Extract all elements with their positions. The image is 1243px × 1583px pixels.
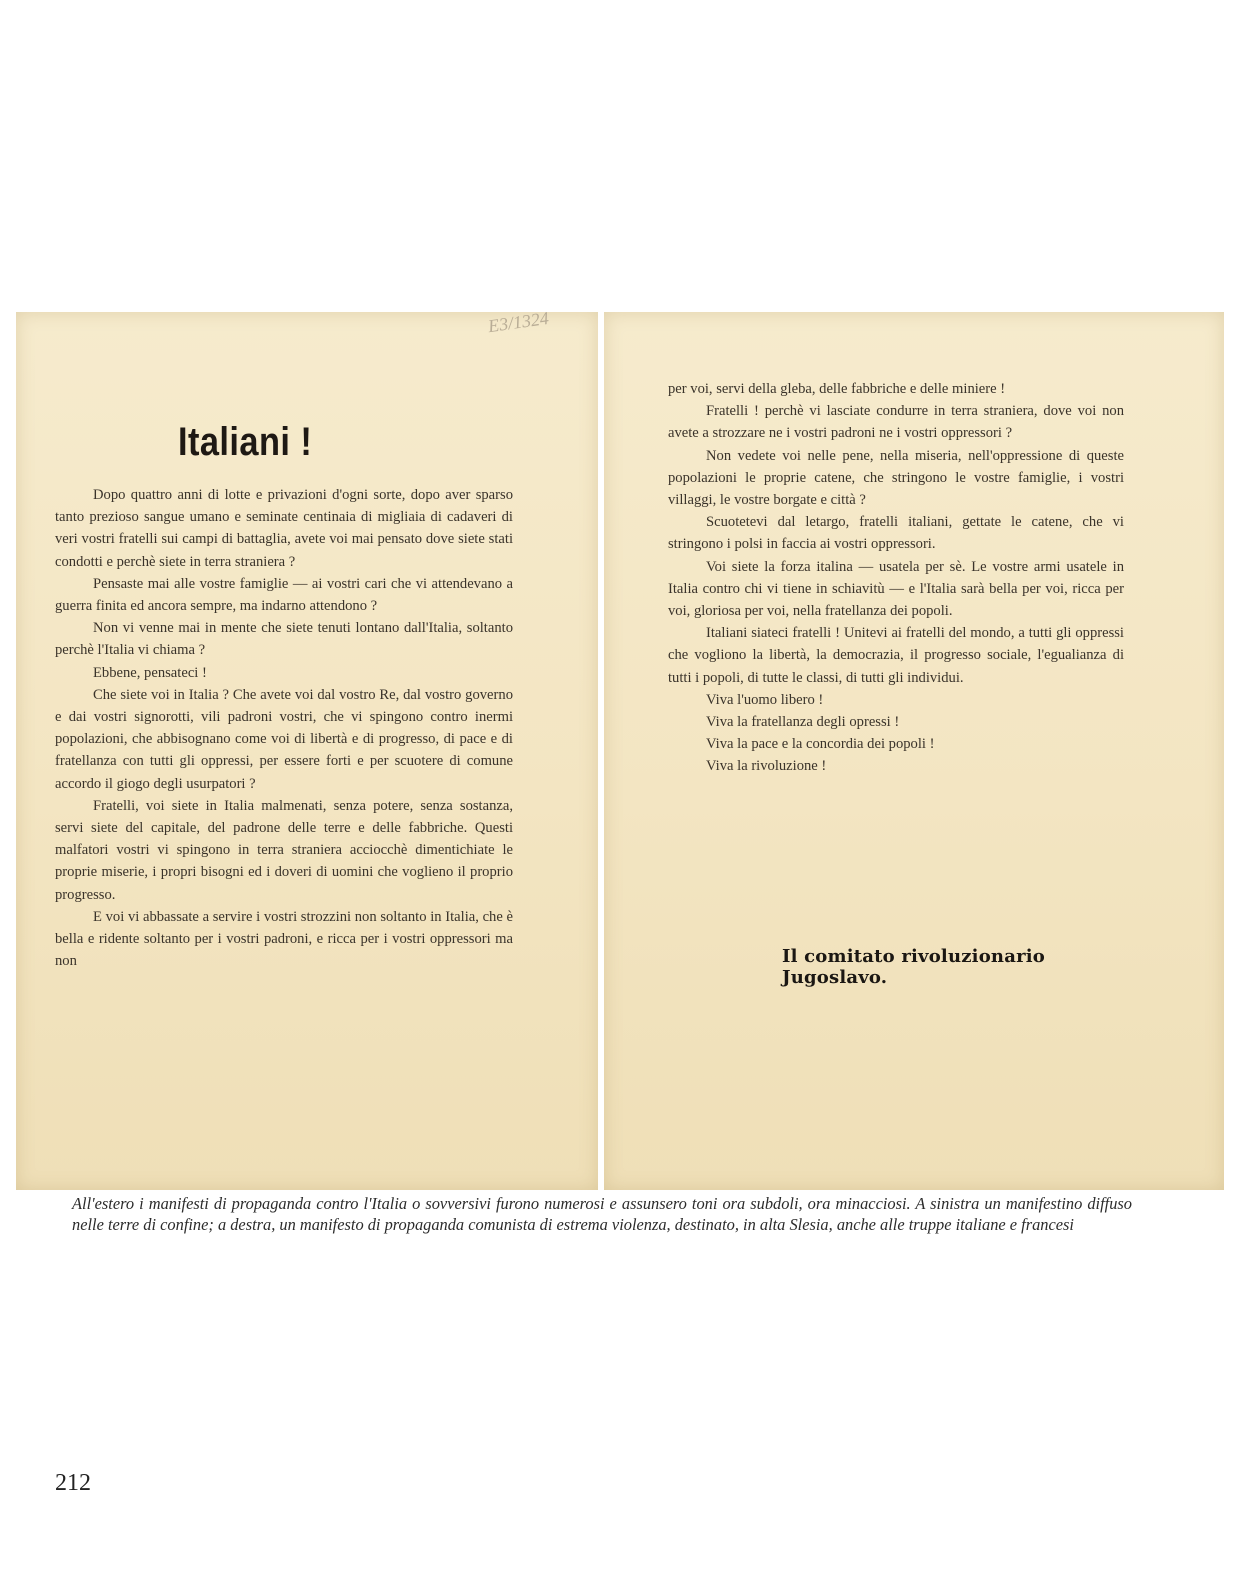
right-leaflet-text xyxy=(668,378,1124,778)
paragraph: per voi, servi della gleba, delle fabbriche e delle miniere ! xyxy=(668,381,1006,397)
paragraph: Viva la pace e la concordia dei popoli ! xyxy=(706,736,935,753)
paragraph: Dopo quattro anni di lotte e privazioni d'ogni sorte, dopo aver sparso tanto prezioso sangue umano e seminate centinaia di migliaia di cadaveri di veri vostri fratelli sui campi di battaglia, avete voi mai pensato dove siete stati condotti e perchè siete in terra straniera ? xyxy=(55,487,513,570)
page-number: 212 xyxy=(55,1470,91,1496)
paragraph: Fratelli ! perchè vi lasciate condurre in terra straniera, dove voi non avete a strozzare ne i vostri padroni ne i vostri oppressori ? xyxy=(668,403,1124,442)
paragraph: Fratelli, voi siete in Italia malmenati, senza potere, senza sostanza, servi siete del capitale, del padrone delle terre e delle fabbriche. Questi malfatori vostri vi spingono in terra straniera acciocchè dimentichiate le proprie miserie, i propri bisogni ed i doveri di uomini che voglieno il proprio progresso. xyxy=(55,797,513,903)
paragraph: Viva la rivoluzione ! xyxy=(706,758,827,775)
figure-caption: All'estero i manifesti di propaganda contro l'Italia o sovversivi furono numerosi e assunsero toni ora subdoli, ora minacciosi. A sinistra un manifestino diffuso nelle terre di confine; a destra, un manifesto di propaganda comunista di estrema violenza, destinato, in alta Slesia, anche alle truppe italiane e francesi xyxy=(72,1194,1132,1234)
left-leaflet-text xyxy=(55,484,513,972)
archive-mark: E3/1324 xyxy=(486,307,551,337)
leaflet-signature: Il comitato rivoluzionario Jugoslavo. xyxy=(782,946,1045,988)
paragraph: Voi siete la forza italina — usatela per sè. Le vostre armi usatele in Italia contro chi vi tiene in schiavitù — e l'Italia sarà bella per voi, ricca per voi, gloriosa per voi, nella fratellanza dei popoli. xyxy=(668,558,1124,620)
paragraph: Viva la fratellanza degli opressi ! xyxy=(706,714,900,731)
paragraph: Pensaste mai alle vostre famiglie — ai vostri cari che vi attendevano a guerra finita ed ancora sempre, ma indarno attendono ? xyxy=(55,575,513,615)
paragraph: Che siete voi in Italia ? Che avete voi dal vostro Re, dal vostro governo e dai vostri signorotti, vili padroni vostri, che vi spingono contro inermi popolazioni, che abbisognano come voi di libertà e di progresso, di pace e di fratellanza con tutti gli oppressi, per essere forti e per scuotere di comune accordo il giogo degli usurpatori ? xyxy=(55,686,513,792)
paragraph: Ebbene, pensateci ! xyxy=(93,664,207,681)
paragraph: Viva l'uomo libero ! xyxy=(706,691,824,708)
leaflet-title: Italiani ! xyxy=(178,420,313,464)
paragraph: Non vedete voi nelle pene, nella miseria, nell'oppressione di queste popolazioni le proprie catene, che stringono le vostre famiglie, i vostri villaggi, le vostre borgate e città ? xyxy=(668,447,1124,509)
paragraph: Scuotetevi dal letargo, fratelli italiani, gettate le catene, che vi stringono i polsi in faccia ai vostri oppressori. xyxy=(668,514,1124,553)
paragraph: Italiani siateci fratelli ! Unitevi ai fratelli del mondo, a tutti gli oppressi che vogliono la libertà, la democrazia, il progresso sociale, l'egualianza di tutti i popoli, di tutte le classi, di tutti gli individui. xyxy=(668,625,1124,686)
paragraph: E voi vi abbassate a servire i vostri strozzini non soltanto in Italia, che è bella e ridente soltanto per i vostri padroni, e ricca per i vostri oppressori ma non xyxy=(55,908,513,970)
paragraph: Non vi venne mai in mente che siete tenuti lontano dall'Italia, soltanto perchè l'Italia vi chiama ? xyxy=(55,620,513,659)
